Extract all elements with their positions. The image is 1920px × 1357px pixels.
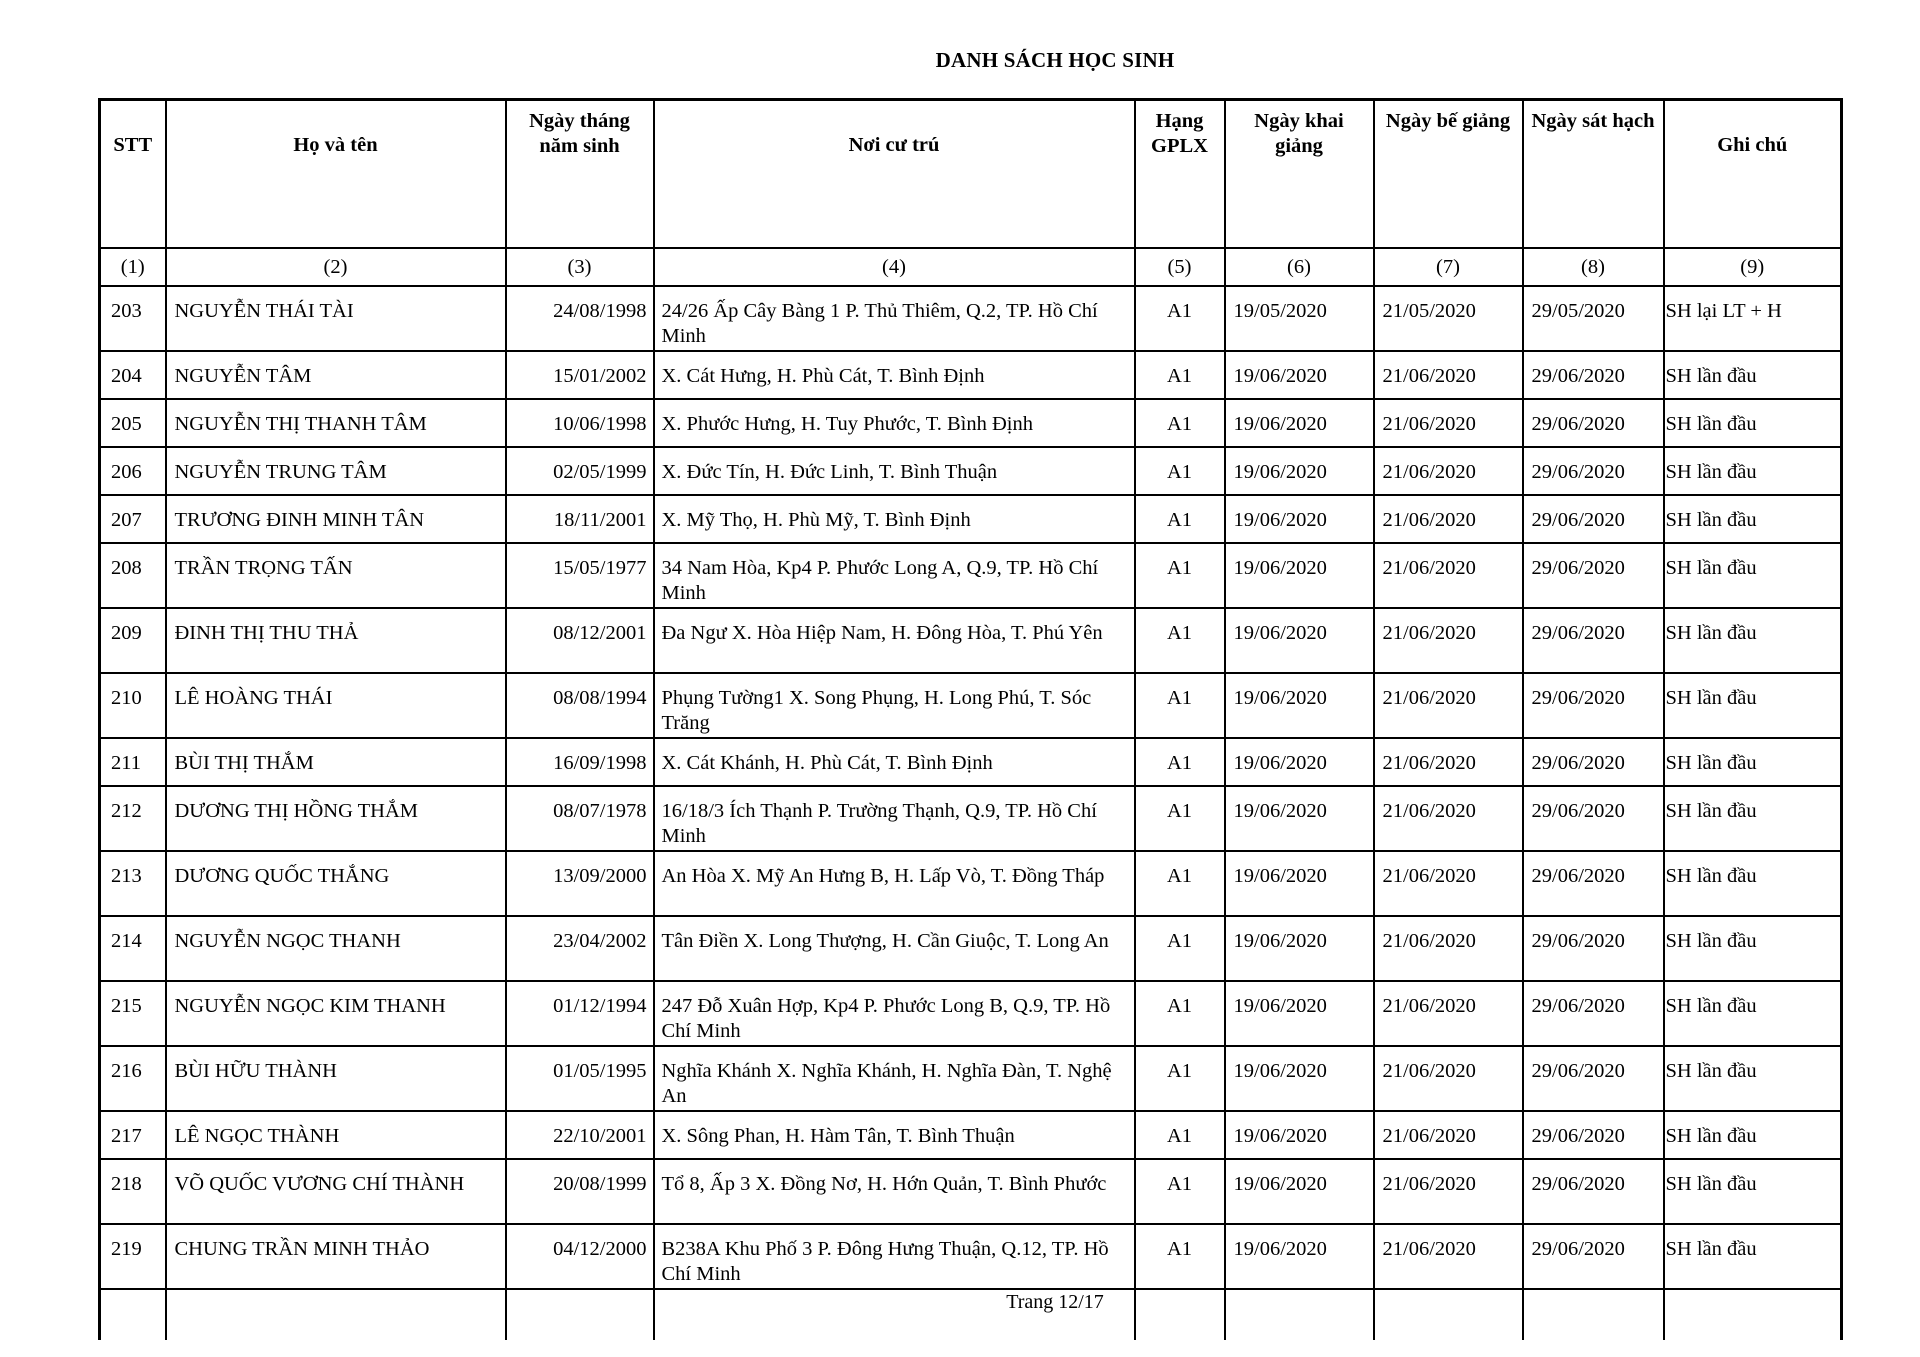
cell-license-rank: A1 [1135, 1046, 1225, 1111]
cell-name: BÙI HỮU THÀNH [166, 1046, 506, 1111]
column-number: (1) [100, 248, 166, 286]
cell-dob: 23/04/2002 [506, 916, 654, 981]
cell-note: SH lần đầu [1664, 1046, 1842, 1111]
cell-note: SH lần đầu [1664, 738, 1842, 786]
cell-dob: 15/01/2002 [506, 351, 654, 399]
header-name: Họ và tên [166, 100, 506, 249]
cell-end-date: 21/06/2020 [1374, 1224, 1523, 1289]
cell-address: 24/26 Ấp Cây Bàng 1 P. Thủ Thiêm, Q.2, TP. Hồ Chí Minh [654, 286, 1135, 351]
cell-start-date: 19/06/2020 [1225, 786, 1374, 851]
cell-end-date: 21/06/2020 [1374, 1159, 1523, 1224]
cell-note: SH lần đầu [1664, 851, 1842, 916]
cell-name: DƯƠNG THỊ HỒNG THẮM [166, 786, 506, 851]
cell-name: NGUYỄN THÁI TÀI [166, 286, 506, 351]
cell-end-date: 21/06/2020 [1374, 399, 1523, 447]
cell-exam-date: 29/06/2020 [1523, 851, 1664, 916]
cell-license-rank: A1 [1135, 495, 1225, 543]
column-number: (5) [1135, 248, 1225, 286]
cell-exam-date: 29/06/2020 [1523, 916, 1664, 981]
cell-end-date: 21/06/2020 [1374, 1046, 1523, 1111]
cell-note: SH lần đầu [1664, 399, 1842, 447]
cell-name: BÙI THỊ THẮM [166, 738, 506, 786]
header-note: Ghi chú [1664, 100, 1842, 249]
cell-license-rank: A1 [1135, 351, 1225, 399]
table-row [100, 738, 1842, 786]
cell-stt: 206 [100, 447, 166, 495]
cell-dob: 24/08/1998 [506, 286, 654, 351]
cell-start-date: 19/06/2020 [1225, 543, 1374, 608]
cell-license-rank: A1 [1135, 1111, 1225, 1159]
header-license-rank: Hạng GPLX [1135, 100, 1225, 249]
table-row [100, 1111, 1842, 1159]
cell-name: NGUYỄN NGỌC KIM THANH [166, 981, 506, 1046]
cell-name: NGUYỄN THỊ THANH TÂM [166, 399, 506, 447]
table-row [100, 543, 1842, 608]
cell-stt: 214 [100, 916, 166, 981]
cell-address: X. Cát Khánh, H. Phù Cát, T. Bình Định [654, 738, 1135, 786]
cell-address: X. Sông Phan, H. Hàm Tân, T. Bình Thuận [654, 1111, 1135, 1159]
cell-end-date: 21/06/2020 [1374, 447, 1523, 495]
cell-stt: 208 [100, 543, 166, 608]
cell-start-date: 19/06/2020 [1225, 351, 1374, 399]
cell-dob: 08/12/2001 [506, 608, 654, 673]
cell-stt: 215 [100, 981, 166, 1046]
cell-name: DƯƠNG QUỐC THẮNG [166, 851, 506, 916]
cell-name: TRẦN TRỌNG TẤN [166, 543, 506, 608]
cell-exam-date: 29/06/2020 [1523, 447, 1664, 495]
cell-start-date: 19/06/2020 [1225, 738, 1374, 786]
cell-license-rank: A1 [1135, 851, 1225, 916]
column-number: (8) [1523, 248, 1664, 286]
cell-start-date: 19/06/2020 [1225, 916, 1374, 981]
cell-exam-date: 29/06/2020 [1523, 495, 1664, 543]
cell-exam-date: 29/06/2020 [1523, 351, 1664, 399]
cell-stt: 209 [100, 608, 166, 673]
cell-dob: 02/05/1999 [506, 447, 654, 495]
cell-note: SH lần đầu [1664, 786, 1842, 851]
cell-exam-date: 29/06/2020 [1523, 738, 1664, 786]
header-stt: STT [100, 100, 166, 249]
cell-end-date: 21/05/2020 [1374, 286, 1523, 351]
header-row [100, 100, 1842, 249]
cell-license-rank: A1 [1135, 543, 1225, 608]
cell-stt: 210 [100, 673, 166, 738]
column-number: (6) [1225, 248, 1374, 286]
cell-note: SH lần đầu [1664, 608, 1842, 673]
cell-name: CHUNG TRẦN MINH THẢO [166, 1224, 506, 1289]
cell-name: LÊ NGỌC THÀNH [166, 1111, 506, 1159]
cell-exam-date: 29/06/2020 [1523, 981, 1664, 1046]
cell-license-rank: A1 [1135, 286, 1225, 351]
cell-note: SH lần đầu [1664, 447, 1842, 495]
cell-dob: 20/08/1999 [506, 1159, 654, 1224]
cell-end-date: 21/06/2020 [1374, 851, 1523, 916]
cell-end-date: 21/06/2020 [1374, 1111, 1523, 1159]
cell-dob: 08/07/1978 [506, 786, 654, 851]
column-number: (3) [506, 248, 654, 286]
cell-start-date: 19/06/2020 [1225, 447, 1374, 495]
cell-name: ĐINH THỊ THU THẢ [166, 608, 506, 673]
header-start-date: Ngày khai giảng [1225, 100, 1374, 249]
column-number-row [100, 248, 1842, 286]
cell-end-date: 21/06/2020 [1374, 738, 1523, 786]
cell-exam-date: 29/06/2020 [1523, 1111, 1664, 1159]
cell-exam-date: 29/06/2020 [1523, 1046, 1664, 1111]
cell-dob: 18/11/2001 [506, 495, 654, 543]
table-row [100, 673, 1842, 738]
document-title: DANH SÁCH HỌC SINH [935, 48, 1175, 72]
column-number: (7) [1374, 248, 1523, 286]
cell-note: SH lần đầu [1664, 1111, 1842, 1159]
cell-start-date: 19/06/2020 [1225, 495, 1374, 543]
student-table [98, 98, 1843, 1340]
cell-stt: 211 [100, 738, 166, 786]
table-row [100, 786, 1842, 851]
header-dob: Ngày tháng năm sinh [506, 100, 654, 249]
cell-exam-date: 29/06/2020 [1523, 1159, 1664, 1224]
cell-name: NGUYỄN TÂM [166, 351, 506, 399]
cell-end-date: 21/06/2020 [1374, 495, 1523, 543]
cell-license-rank: A1 [1135, 738, 1225, 786]
cell-dob: 13/09/2000 [506, 851, 654, 916]
cell-name: NGUYỄN TRUNG TÂM [166, 447, 506, 495]
cell-license-rank: A1 [1135, 1224, 1225, 1289]
column-number: (9) [1664, 248, 1842, 286]
table-row [100, 981, 1842, 1046]
table-row [100, 916, 1842, 981]
cell-stt: 216 [100, 1046, 166, 1111]
cell-stt: 204 [100, 351, 166, 399]
table-row [100, 1046, 1842, 1111]
cell-stt: 203 [100, 286, 166, 351]
cell-note: SH lần đầu [1664, 673, 1842, 738]
cell-dob: 22/10/2001 [506, 1111, 654, 1159]
cell-stt: 217 [100, 1111, 166, 1159]
cell-address: 34 Nam Hòa, Kp4 P. Phước Long A, Q.9, TP. Hồ Chí Minh [654, 543, 1135, 608]
cell-end-date: 21/06/2020 [1374, 981, 1523, 1046]
cell-note: SH lại LT + H [1664, 286, 1842, 351]
cell-note: SH lần đầu [1664, 1224, 1842, 1289]
cell-end-date: 21/06/2020 [1374, 608, 1523, 673]
cell-address: 16/18/3 Ích Thạnh P. Trường Thạnh, Q.9, TP. Hồ Chí Minh [654, 786, 1135, 851]
cell-license-rank: A1 [1135, 673, 1225, 738]
cell-dob: 16/09/1998 [506, 738, 654, 786]
cell-note: SH lần đầu [1664, 1159, 1842, 1224]
cell-address: 247 Đỗ Xuân Hợp, Kp4 P. Phước Long B, Q.9, TP. Hồ Chí Minh [654, 981, 1135, 1046]
cell-start-date: 19/06/2020 [1225, 1046, 1374, 1111]
cell-start-date: 19/06/2020 [1225, 608, 1374, 673]
cell-exam-date: 29/06/2020 [1523, 673, 1664, 738]
table-row [100, 351, 1842, 399]
cell-start-date: 19/06/2020 [1225, 673, 1374, 738]
cell-license-rank: A1 [1135, 608, 1225, 673]
cell-exam-date: 29/06/2020 [1523, 399, 1664, 447]
cell-note: SH lần đầu [1664, 495, 1842, 543]
cell-start-date: 19/06/2020 [1225, 981, 1374, 1046]
cell-name: NGUYỄN NGỌC THANH [166, 916, 506, 981]
cell-license-rank: A1 [1135, 981, 1225, 1046]
table-row [100, 399, 1842, 447]
table-row [100, 447, 1842, 495]
table-row [100, 1159, 1842, 1224]
cell-address: X. Đức Tín, H. Đức Linh, T. Bình Thuận [654, 447, 1135, 495]
cell-address: X. Mỹ Thọ, H. Phù Mỹ, T. Bình Định [654, 495, 1135, 543]
cell-end-date: 21/06/2020 [1374, 916, 1523, 981]
cell-stt: 218 [100, 1159, 166, 1224]
cell-license-rank: A1 [1135, 916, 1225, 981]
cell-address: Tân Điền X. Long Thượng, H. Cần Giuộc, T. Long An [654, 916, 1135, 981]
cell-dob: 10/06/1998 [506, 399, 654, 447]
table-row [100, 1224, 1842, 1289]
table-body [100, 286, 1842, 1340]
cell-name: TRƯƠNG ĐINH MINH TÂN [166, 495, 506, 543]
cell-address: Tổ 8, Ấp 3 X. Đồng Nơ, H. Hớn Quản, T. Bình Phước [654, 1159, 1135, 1224]
cell-exam-date: 29/06/2020 [1523, 543, 1664, 608]
table-row [100, 851, 1842, 916]
cell-note: SH lần đầu [1664, 916, 1842, 981]
cell-address: Phụng Tường1 X. Song Phụng, H. Long Phú, T. Sóc Trăng [654, 673, 1135, 738]
cell-address: An Hòa X. Mỹ An Hưng B, H. Lấp Vò, T. Đồng Tháp [654, 851, 1135, 916]
cell-address: B238A Khu Phố 3 P. Đông Hưng Thuận, Q.12, TP. Hồ Chí Minh [654, 1224, 1135, 1289]
cell-address: X. Phước Hưng, H. Tuy Phước, T. Bình Định [654, 399, 1135, 447]
cell-license-rank: A1 [1135, 786, 1225, 851]
cell-start-date: 19/06/2020 [1225, 1224, 1374, 1289]
header-end-date: Ngày bế giảng [1374, 100, 1523, 249]
header-address: Nơi cư trú [654, 100, 1135, 249]
cell-exam-date: 29/06/2020 [1523, 1224, 1664, 1289]
cell-end-date: 21/06/2020 [1374, 673, 1523, 738]
table-row [100, 495, 1842, 543]
cell-license-rank: A1 [1135, 447, 1225, 495]
cell-address: Nghĩa Khánh X. Nghĩa Khánh, H. Nghĩa Đàn, T. Nghệ An [654, 1046, 1135, 1111]
cell-stt: 213 [100, 851, 166, 916]
column-number: (2) [166, 248, 506, 286]
cell-address: X. Cát Hưng, H. Phù Cát, T. Bình Định [654, 351, 1135, 399]
cell-start-date: 19/05/2020 [1225, 286, 1374, 351]
cell-exam-date: 29/06/2020 [1523, 786, 1664, 851]
cell-dob: 04/12/2000 [506, 1224, 654, 1289]
page-number: Trang 12/17 [1006, 1291, 1104, 1313]
cell-stt: 219 [100, 1224, 166, 1289]
table-row [100, 608, 1842, 673]
cell-license-rank: A1 [1135, 1159, 1225, 1224]
cell-start-date: 19/06/2020 [1225, 1159, 1374, 1224]
cell-end-date: 21/06/2020 [1374, 351, 1523, 399]
cell-start-date: 19/06/2020 [1225, 399, 1374, 447]
cell-dob: 01/12/1994 [506, 981, 654, 1046]
cell-dob: 08/08/1994 [506, 673, 654, 738]
cell-start-date: 19/06/2020 [1225, 1111, 1374, 1159]
cell-name: LÊ HOÀNG THÁI [166, 673, 506, 738]
cell-stt: 205 [100, 399, 166, 447]
cell-note: SH lần đầu [1664, 981, 1842, 1046]
column-number: (4) [654, 248, 1135, 286]
cell-dob: 15/05/1977 [506, 543, 654, 608]
cell-name: VÕ QUỐC VƯƠNG CHÍ THÀNH [166, 1159, 506, 1224]
cell-dob: 01/05/1995 [506, 1046, 654, 1111]
cell-end-date: 21/06/2020 [1374, 543, 1523, 608]
header-exam-date: Ngày sát hạch [1523, 100, 1664, 249]
cell-license-rank: A1 [1135, 399, 1225, 447]
cell-stt: 212 [100, 786, 166, 851]
cell-exam-date: 29/06/2020 [1523, 608, 1664, 673]
cell-stt: 207 [100, 495, 166, 543]
cell-address: Đa Ngư X. Hòa Hiệp Nam, H. Đông Hòa, T. Phú Yên [654, 608, 1135, 673]
cell-note: SH lần đầu [1664, 543, 1842, 608]
cell-note: SH lần đầu [1664, 351, 1842, 399]
table-row [100, 286, 1842, 351]
cell-end-date: 21/06/2020 [1374, 786, 1523, 851]
cell-exam-date: 29/05/2020 [1523, 286, 1664, 351]
cell-start-date: 19/06/2020 [1225, 851, 1374, 916]
